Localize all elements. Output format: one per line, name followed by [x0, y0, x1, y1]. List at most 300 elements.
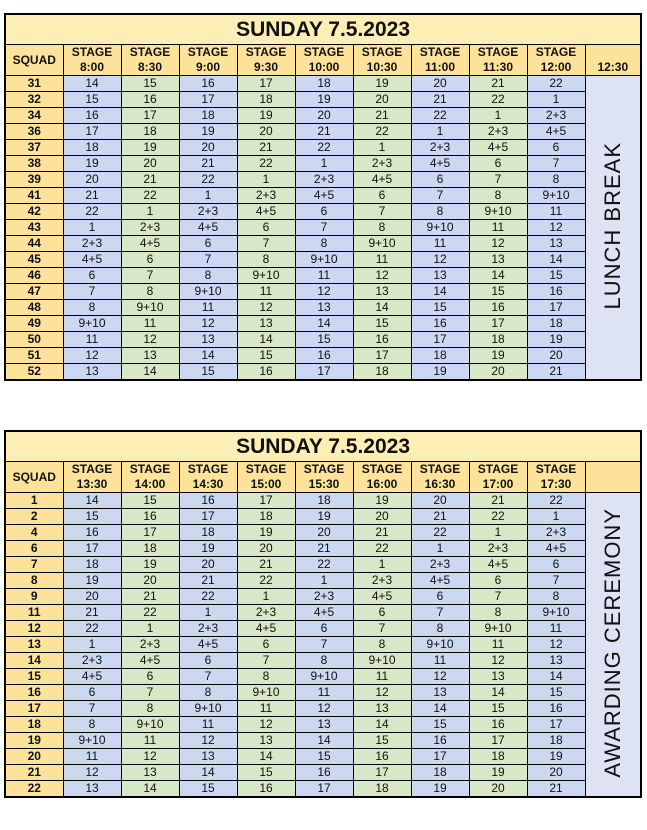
stage-cell: 21 [469, 493, 527, 509]
time-label: 14:30 [192, 477, 224, 491]
stage-time-header [63, 45, 121, 76]
stage-cell: 4+5 [121, 653, 179, 669]
stage-cell: 2+3 [237, 188, 295, 204]
stage-cell: 12 [527, 220, 585, 236]
table-row [5, 509, 641, 525]
side-label-cell [585, 493, 641, 798]
stage-cell: 22 [527, 76, 585, 92]
stage-cell: 13 [121, 348, 179, 364]
stage-cell: 18 [63, 140, 121, 156]
stage-cell: 20 [411, 76, 469, 92]
stage-cell: 16 [411, 733, 469, 749]
stage-cell: 17 [469, 316, 527, 332]
stage-cell: 8 [121, 701, 179, 717]
stage-cell: 18 [295, 76, 353, 92]
stage-cell: 14 [63, 493, 121, 509]
stage-cell: 16 [121, 509, 179, 525]
squad-number: 46 [5, 268, 63, 284]
stage-cell: 12 [353, 685, 411, 701]
stage-cell: 6 [469, 573, 527, 589]
stage-cell: 1 [121, 204, 179, 220]
stage-time-header [237, 462, 295, 493]
stage-cell: 1 [469, 108, 527, 124]
stage-cell: 14 [353, 300, 411, 316]
stage-cell: 8 [63, 300, 121, 316]
stage-cell: 9+10 [179, 284, 237, 300]
stage-cell: 15 [121, 76, 179, 92]
stage-cell: 4+5 [237, 204, 295, 220]
stage-cell: 17 [411, 749, 469, 765]
stage-cell: 11 [63, 749, 121, 765]
awarding-ceremony-label: AWARDING CEREMONY [600, 507, 626, 778]
stage-cell: 7 [469, 589, 527, 605]
stage-cell: 12 [179, 316, 237, 332]
stage-cell: 14 [179, 348, 237, 364]
stage-cell: 11 [295, 268, 353, 284]
stage-cell: 8 [527, 172, 585, 188]
squad-number: 49 [5, 316, 63, 332]
time-label: 15:30 [308, 477, 340, 491]
stage-cell: 8 [237, 252, 295, 268]
stage-cell: 20 [179, 140, 237, 156]
stage-cell: 15 [527, 268, 585, 284]
stage-cell: 8 [295, 653, 353, 669]
stage-time-header [527, 462, 585, 493]
stage-cell: 18 [469, 749, 527, 765]
stage-cell: 2+3 [179, 621, 237, 637]
table-row [5, 268, 641, 284]
stage-cell: 2+3 [411, 557, 469, 573]
stage-cell: 9+10 [295, 252, 353, 268]
squad-number: 52 [5, 364, 63, 381]
stage-cell: 4+5 [237, 621, 295, 637]
table-row [5, 220, 641, 236]
table-row [5, 717, 641, 733]
squad-number: 21 [5, 765, 63, 781]
stage-cell: 8 [411, 621, 469, 637]
stage-cell: 7 [63, 284, 121, 300]
stage-time-header [411, 45, 469, 76]
stage-cell: 4+5 [469, 557, 527, 573]
stage-cell: 19 [295, 509, 353, 525]
table-row [5, 364, 641, 381]
stage-cell: 19 [63, 573, 121, 589]
time-label: 8:00 [79, 60, 105, 74]
stage-label: STAGE [245, 45, 287, 59]
stage-cell: 19 [411, 364, 469, 381]
stage-time-header [179, 45, 237, 76]
stage-cell: 15 [353, 733, 411, 749]
stage-cell: 11 [527, 621, 585, 637]
stage-cell: 7 [295, 637, 353, 653]
stage-cell: 9+10 [411, 220, 469, 236]
stage-cell: 4+5 [353, 589, 411, 605]
table-row [5, 653, 641, 669]
squad-number: 48 [5, 300, 63, 316]
stage-cell: 1 [237, 172, 295, 188]
squad-number: 32 [5, 92, 63, 108]
stage-cell: 6 [411, 172, 469, 188]
stage-cell: 4+5 [411, 573, 469, 589]
time-label: 16:00 [366, 477, 398, 491]
stage-cell: 20 [411, 493, 469, 509]
stage-cell: 21 [411, 92, 469, 108]
stage-cell: 18 [121, 541, 179, 557]
stage-cell: 22 [63, 204, 121, 220]
stage-cell: 7 [295, 220, 353, 236]
stage-cell: 7 [469, 172, 527, 188]
stage-cell: 12 [63, 348, 121, 364]
stage-cell: 18 [121, 124, 179, 140]
stage-cell: 9+10 [237, 685, 295, 701]
stage-cell: 8 [295, 236, 353, 252]
squad-number: 6 [5, 541, 63, 557]
stage-cell: 21 [179, 156, 237, 172]
squad-number: 17 [5, 701, 63, 717]
time-label: 9:30 [253, 60, 279, 74]
time-label: 10:30 [366, 60, 398, 74]
stage-cell: 6 [295, 204, 353, 220]
stage-cell: 14 [411, 284, 469, 300]
stage-cell: 20 [237, 124, 295, 140]
table-row [5, 300, 641, 316]
squad-number: 2 [5, 509, 63, 525]
squad-number: 44 [5, 236, 63, 252]
table-row [5, 284, 641, 300]
stage-cell: 4+5 [295, 188, 353, 204]
stage-cell: 14 [469, 685, 527, 701]
stage-cell: 13 [179, 332, 237, 348]
schedule-title: SUNDAY 7.5.2023 [5, 431, 641, 462]
stage-cell: 14 [121, 781, 179, 798]
stage-cell: 17 [63, 541, 121, 557]
stage-cell: 2+3 [63, 236, 121, 252]
stage-cell: 1 [469, 525, 527, 541]
squad-number: 7 [5, 557, 63, 573]
stage-cell: 13 [411, 685, 469, 701]
stage-label: STAGE [187, 462, 229, 476]
stage-cell: 22 [237, 573, 295, 589]
stage-cell: 13 [63, 364, 121, 381]
stage-cell: 2+3 [295, 589, 353, 605]
stage-cell: 12 [121, 749, 179, 765]
stage-cell: 9+10 [295, 669, 353, 685]
stage-cell: 19 [179, 124, 237, 140]
stage-cell: 6 [469, 156, 527, 172]
time-label: 11:30 [482, 60, 514, 74]
table-row [5, 316, 641, 332]
stage-cell: 17 [121, 525, 179, 541]
schedule-table [4, 13, 642, 381]
stage-cell: 20 [527, 765, 585, 781]
table-row [5, 204, 641, 220]
stage-cell: 20 [353, 509, 411, 525]
table-row [5, 701, 641, 717]
stage-cell: 12 [121, 332, 179, 348]
stage-cell: 2+3 [295, 172, 353, 188]
stage-cell: 22 [121, 188, 179, 204]
stage-cell: 13 [179, 749, 237, 765]
squad-number: 1 [5, 493, 63, 509]
squad-number: 50 [5, 332, 63, 348]
stage-cell: 8 [121, 284, 179, 300]
stage-cell: 1 [63, 220, 121, 236]
squad-number: 20 [5, 749, 63, 765]
schedule-block-morning [4, 13, 640, 381]
stage-cell: 8 [411, 204, 469, 220]
stage-cell: 17 [295, 364, 353, 381]
stage-cell: 21 [121, 172, 179, 188]
stage-cell: 20 [295, 108, 353, 124]
squad-number: 15 [5, 669, 63, 685]
stage-cell: 11 [295, 685, 353, 701]
stage-cell: 18 [353, 364, 411, 381]
stage-cell: 12 [295, 701, 353, 717]
schedule-table [4, 430, 642, 798]
table-row [5, 669, 641, 685]
stage-cell: 20 [179, 557, 237, 573]
stage-cell: 15 [237, 765, 295, 781]
stage-time-header [411, 462, 469, 493]
stage-cell: 22 [527, 493, 585, 509]
stage-cell: 19 [63, 156, 121, 172]
stage-cell: 16 [63, 108, 121, 124]
stage-cell: 13 [121, 765, 179, 781]
table-row [5, 236, 641, 252]
stage-cell: 9+10 [237, 268, 295, 284]
stage-cell: 21 [237, 557, 295, 573]
stage-cell: 7 [411, 188, 469, 204]
stage-cell: 12 [237, 717, 295, 733]
stage-cell: 17 [295, 781, 353, 798]
squad-number: 14 [5, 653, 63, 669]
stage-cell: 20 [121, 573, 179, 589]
stage-cell: 22 [353, 541, 411, 557]
stage-cell: 16 [63, 525, 121, 541]
squad-number: 4 [5, 525, 63, 541]
stage-cell: 22 [353, 124, 411, 140]
stage-cell: 17 [237, 493, 295, 509]
stage-cell: 6 [295, 621, 353, 637]
stage-label: STAGE [361, 462, 403, 476]
stage-cell: 11 [353, 252, 411, 268]
squad-number: 41 [5, 188, 63, 204]
stage-cell: 7 [527, 156, 585, 172]
stage-cell: 11 [121, 733, 179, 749]
stage-cell: 1 [295, 573, 353, 589]
stage-cell: 4+5 [63, 252, 121, 268]
stage-cell: 15 [295, 332, 353, 348]
stage-cell: 19 [237, 525, 295, 541]
stage-cell: 4+5 [179, 637, 237, 653]
stage-cell: 18 [469, 332, 527, 348]
stage-cell: 20 [295, 525, 353, 541]
time-label: 9:00 [195, 60, 221, 74]
stage-cell: 11 [121, 316, 179, 332]
stage-cell: 15 [237, 348, 295, 364]
stage-cell: 21 [353, 525, 411, 541]
stage-cell: 11 [237, 701, 295, 717]
table-row [5, 541, 641, 557]
stage-cell: 17 [353, 765, 411, 781]
table-row [5, 557, 641, 573]
squad-header: SQUAD [5, 462, 63, 493]
stage-cell: 14 [527, 252, 585, 268]
stage-cell: 19 [121, 140, 179, 156]
stage-cell: 2+3 [527, 525, 585, 541]
lunch-break-label: LUNCH BREAK [600, 141, 626, 310]
stage-cell: 6 [121, 252, 179, 268]
stage-cell: 22 [295, 557, 353, 573]
table-row [5, 637, 641, 653]
stage-cell: 17 [353, 348, 411, 364]
stage-cell: 21 [121, 589, 179, 605]
squad-header: SQUAD [5, 45, 63, 76]
stage-cell: 17 [179, 509, 237, 525]
stage-cell: 17 [121, 108, 179, 124]
stage-cell: 16 [527, 701, 585, 717]
stage-time-header [295, 462, 353, 493]
stage-cell: 8 [179, 685, 237, 701]
stage-cell: 11 [179, 717, 237, 733]
table-row [5, 605, 641, 621]
squad-number: 47 [5, 284, 63, 300]
stage-cell: 20 [63, 589, 121, 605]
stage-cell: 13 [353, 701, 411, 717]
last-column-header [585, 462, 641, 493]
stage-cell: 17 [411, 332, 469, 348]
squad-number: 39 [5, 172, 63, 188]
stage-label: STAGE [303, 462, 345, 476]
stage-cell: 18 [527, 733, 585, 749]
squad-number: 19 [5, 733, 63, 749]
squad-number: 13 [5, 637, 63, 653]
stage-cell: 21 [353, 108, 411, 124]
time-label: 16:30 [424, 477, 456, 491]
stage-cell: 9+10 [353, 653, 411, 669]
stage-cell: 15 [121, 493, 179, 509]
stage-cell: 20 [353, 92, 411, 108]
stage-cell: 7 [411, 605, 469, 621]
stage-cell: 14 [469, 268, 527, 284]
stage-cell: 15 [63, 509, 121, 525]
time-label: 12:00 [540, 60, 572, 74]
stage-cell: 22 [411, 525, 469, 541]
stage-label: STAGE [71, 462, 113, 476]
stage-cell: 14 [295, 733, 353, 749]
stage-cell: 14 [237, 332, 295, 348]
stage-cell: 8 [63, 717, 121, 733]
stage-cell: 22 [179, 589, 237, 605]
squad-number: 22 [5, 781, 63, 798]
stage-cell: 2+3 [121, 637, 179, 653]
stage-cell: 7 [121, 268, 179, 284]
stage-cell: 15 [353, 316, 411, 332]
squad-number: 16 [5, 685, 63, 701]
stage-cell: 4+5 [527, 124, 585, 140]
stage-cell: 7 [179, 669, 237, 685]
stage-cell: 15 [179, 364, 237, 381]
stage-cell: 21 [237, 140, 295, 156]
stage-cell: 22 [179, 172, 237, 188]
stage-cell: 15 [179, 781, 237, 798]
stage-label: STAGE [477, 462, 519, 476]
stage-cell: 19 [237, 108, 295, 124]
squad-number: 42 [5, 204, 63, 220]
stage-cell: 6 [411, 589, 469, 605]
side-label-cell [585, 76, 641, 381]
stage-cell: 20 [469, 781, 527, 798]
stage-cell: 22 [469, 509, 527, 525]
stage-cell: 1 [527, 92, 585, 108]
stage-cell: 9+10 [527, 188, 585, 204]
stage-cell: 18 [237, 509, 295, 525]
stage-cell: 18 [295, 493, 353, 509]
stage-cell: 16 [295, 348, 353, 364]
stage-cell: 13 [411, 268, 469, 284]
stage-cell: 9+10 [527, 605, 585, 621]
stage-cell: 11 [237, 284, 295, 300]
stage-cell: 22 [295, 140, 353, 156]
stage-cell: 18 [237, 92, 295, 108]
squad-number: 51 [5, 348, 63, 364]
time-label: 17:30 [540, 477, 572, 491]
stage-cell: 12 [179, 733, 237, 749]
stage-cell: 16 [411, 316, 469, 332]
stage-cell: 1 [527, 509, 585, 525]
stage-cell: 19 [353, 493, 411, 509]
stage-cell: 7 [63, 701, 121, 717]
stage-cell: 12 [469, 653, 527, 669]
stage-cell: 1 [179, 605, 237, 621]
stage-cell: 19 [469, 348, 527, 364]
stage-cell: 21 [469, 76, 527, 92]
stage-cell: 21 [295, 124, 353, 140]
stage-cell: 13 [237, 733, 295, 749]
stage-cell: 14 [179, 765, 237, 781]
stage-cell: 11 [353, 669, 411, 685]
stage-cell: 13 [469, 669, 527, 685]
stage-cell: 12 [237, 300, 295, 316]
stage-cell: 2+3 [121, 220, 179, 236]
stage-cell: 15 [63, 92, 121, 108]
last-column-header [585, 45, 641, 76]
table-row [5, 493, 641, 509]
stage-cell: 1 [179, 188, 237, 204]
stage-cell: 4+5 [295, 605, 353, 621]
table-row [5, 749, 641, 765]
stage-time-header [527, 45, 585, 76]
stage-label: STAGE [71, 45, 113, 59]
stage-cell: 17 [237, 76, 295, 92]
stage-cell: 9+10 [469, 204, 527, 220]
stage-label: STAGE [303, 45, 345, 59]
stage-cell: 15 [295, 749, 353, 765]
table-row [5, 156, 641, 172]
stage-cell: 16 [353, 749, 411, 765]
stage-cell: 22 [469, 92, 527, 108]
stage-cell: 9+10 [121, 300, 179, 316]
stage-cell: 1 [353, 557, 411, 573]
stage-label: STAGE [245, 462, 287, 476]
table-row [5, 92, 641, 108]
stage-cell: 2+3 [353, 156, 411, 172]
stage-cell: 2+3 [469, 541, 527, 557]
stage-cell: 7 [121, 685, 179, 701]
stage-cell: 1 [411, 541, 469, 557]
table-row [5, 589, 641, 605]
stage-cell: 7 [237, 236, 295, 252]
